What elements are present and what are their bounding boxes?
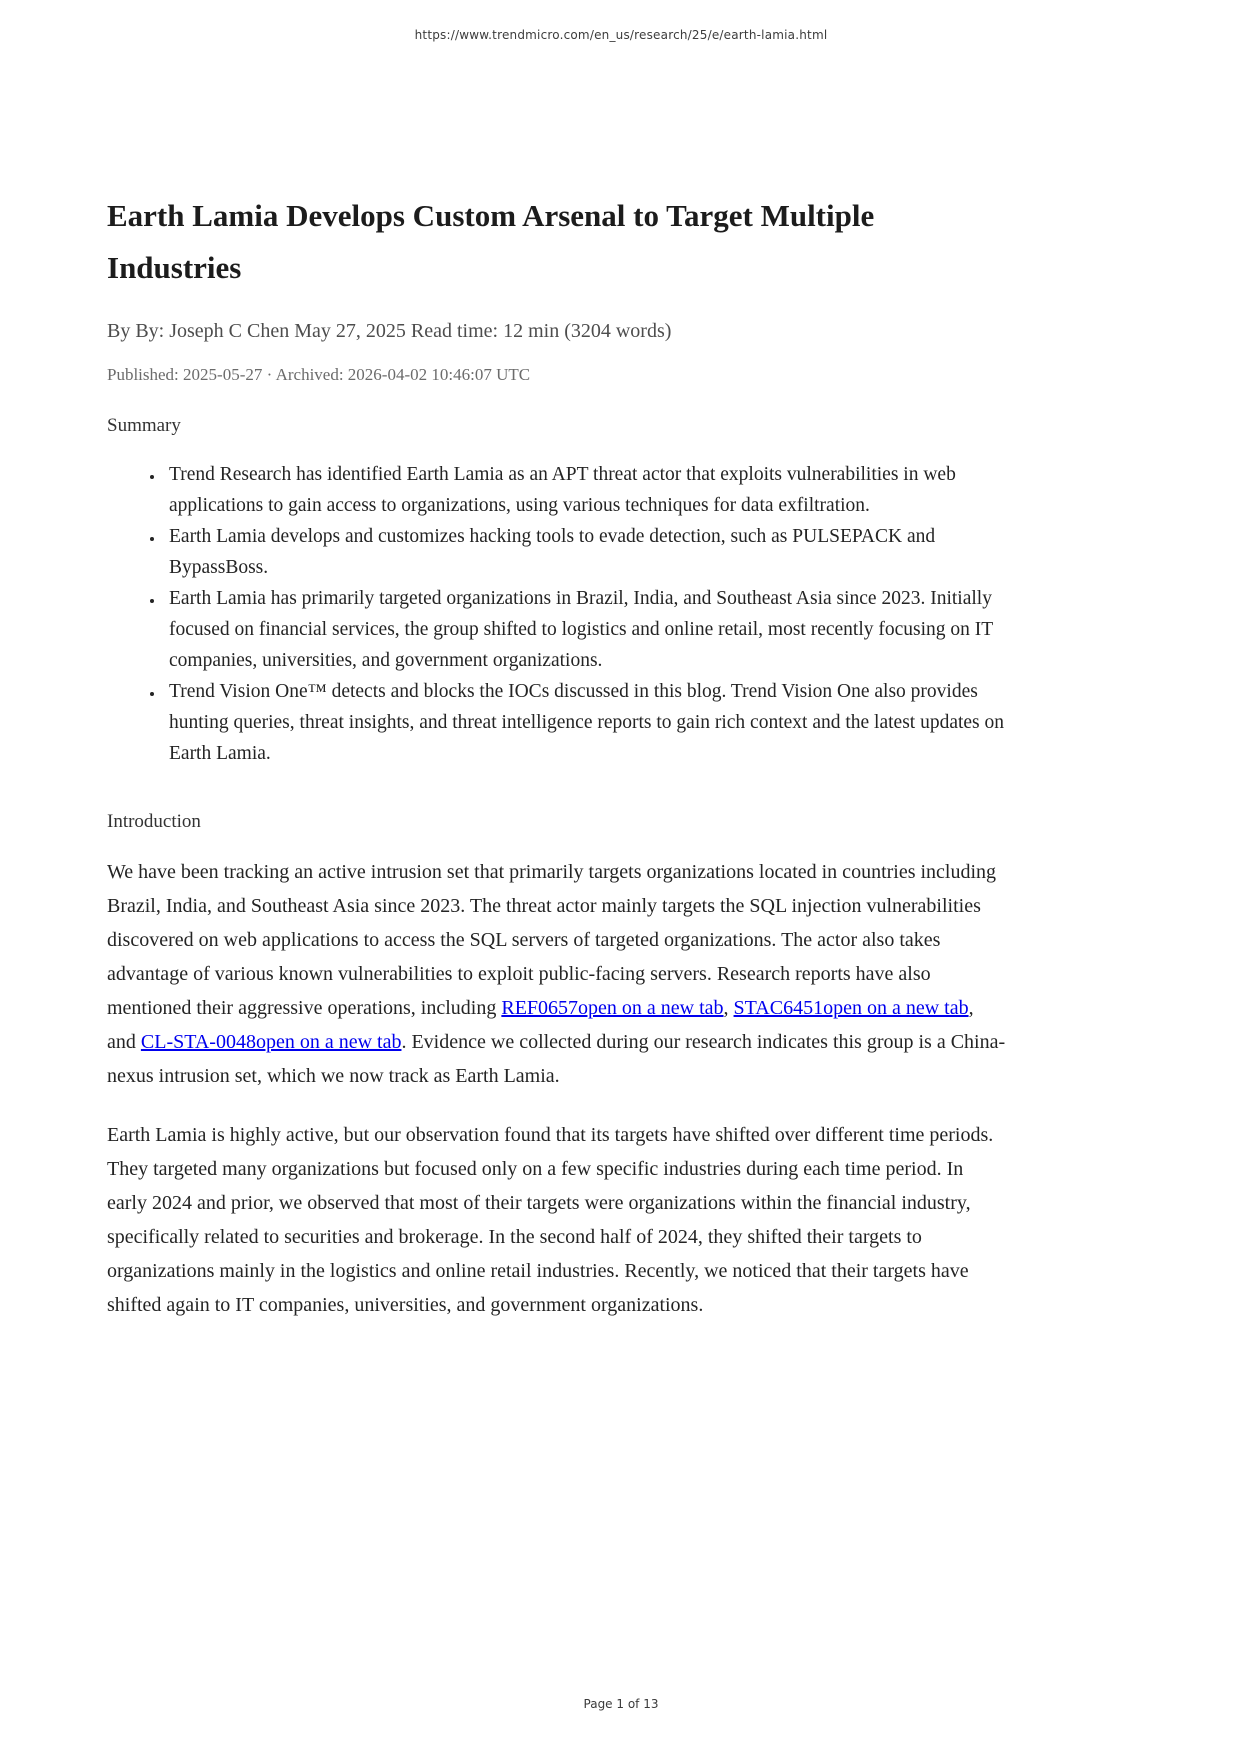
published-line: Published: 2025-05-27 · Archived: 2026-04-02 10:46:07 UTC (107, 365, 531, 384)
summary-list (107, 459, 1007, 769)
introduction-heading: Introduction (107, 811, 201, 832)
page-number-indicator: Page 1 of 13 (583, 1697, 659, 1711)
url-header: https://www.trendmicro.com/en_us/research/25/e/earth-lamia.html (414, 28, 828, 42)
inline-link[interactable]: REF0657open on a new tab (501, 997, 724, 1019)
article (107, 190, 1007, 1347)
summary-bullet: • Trend Vision One™ detects and blocks the IOCs discussed in this blog. Trend Vision One also provides hunting queries, threat insights, and threat intelligence reports to gain rich context and the latest updates on Earth Lamia. (164, 676, 1007, 769)
paragraph: We have been tracking an active intrusion set that primarily targets organizations located in countries including Brazil, India, and Southeast Asia since 2023. The threat actor mainly targets the SQL injection vulnerabilities discovered on web applications to access the SQL servers of targeted organizations. The actor also takes advantage of various known vulnerabilities to exploit public-facing servers. Research reports have also mentioned their aggressive operations, including REF0657open on a new tab, STAC6451open on a new tab, and CL-STA-0048open on a new tab. Evidence we collected during our research indicates this group is a China-nexus intrusion set, which we now track as Earth Lamia. (107, 861, 1006, 1087)
byline: By By: Joseph C Chen May 27, 2025 Read time: 12 min (3204 words) (107, 320, 672, 342)
page-title: Earth Lamia Develops Custom Arsenal to Target Multiple Industries (107, 198, 875, 285)
summary-heading: Summary (107, 415, 181, 436)
inline-link[interactable]: CL-STA-0048open on a new tab (140, 1031, 402, 1053)
summary-bullet: • Earth Lamia develops and customizes hacking tools to evade detection, such as PULSEPACK and BypassBoss. (164, 521, 1007, 583)
introduction-paragraphs (107, 855, 1007, 1322)
summary-bullet: • Trend Research has identified Earth Lamia as an APT threat actor that exploits vulnerabilities in web applications to gain access to organizations, using various techniques for data exfiltration. (164, 459, 1007, 521)
inline-link[interactable]: STAC6451open on a new tab (733, 997, 969, 1019)
paragraph: Earth Lamia is highly active, but our observation found that its targets have shifted over different time periods. They targeted many organizations but focused only on a few specific industries during each time period. In early 2024 and prior, we observed that most of their targets were organizations within the financial industry, specifically related to securities and brokerage. In the second half of 2024, they shifted their targets to organizations mainly in the logistics and online retail industries. Recently, we noticed that their targets have shifted again to IT companies, universities, and government organizations. (107, 1124, 994, 1316)
summary-bullet: • Earth Lamia has primarily targeted organizations in Brazil, India, and Southeast Asia since 2023. Initially focused on financial services, the group shifted to logistics and online retail, most recently focusing on IT companies, universities, and government organizations. (164, 583, 1007, 676)
